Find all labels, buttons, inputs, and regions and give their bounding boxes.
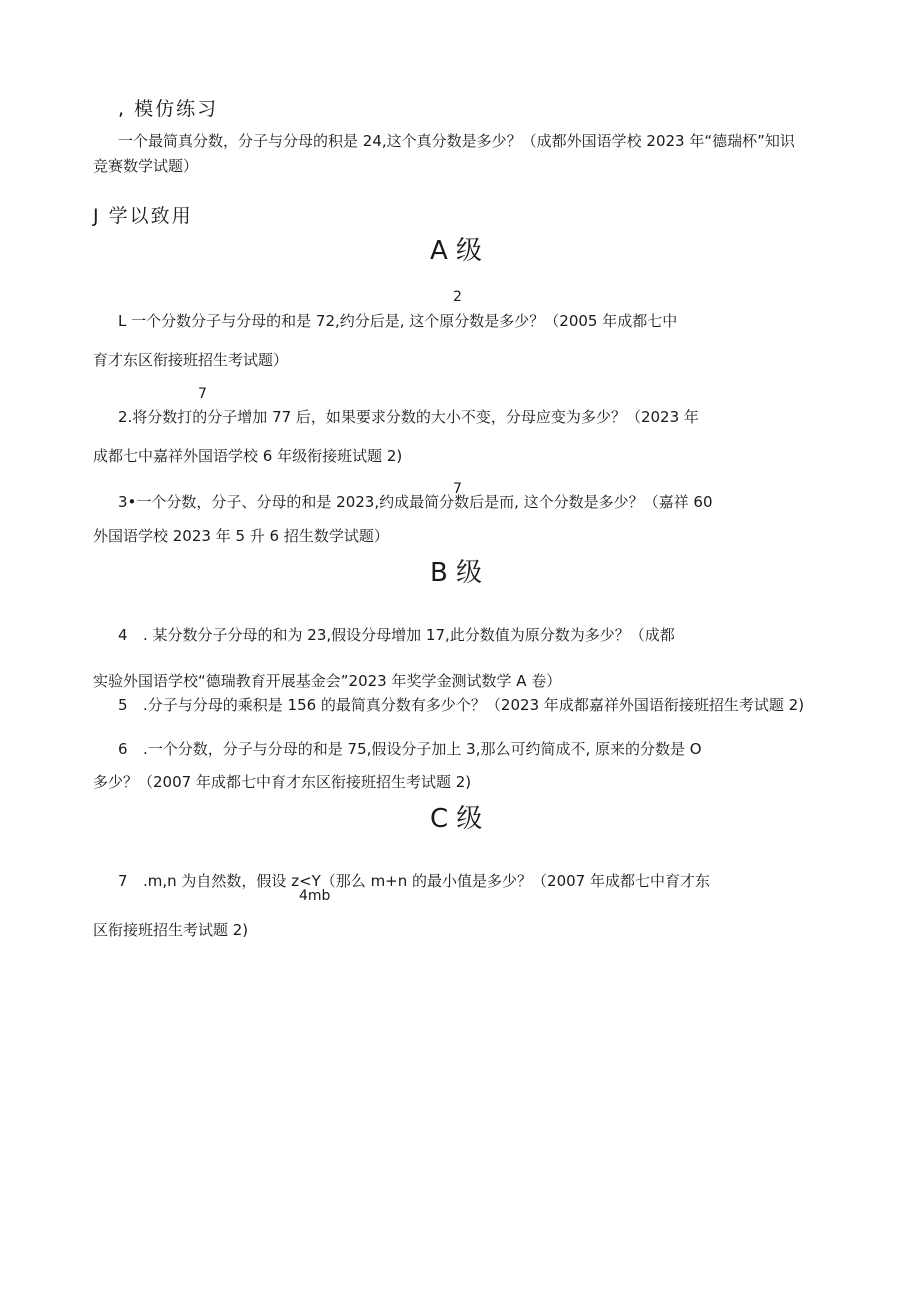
q1-line2: 育才东区衔接班招生考试题） <box>93 351 289 369</box>
q6-line1: .一个分数，分子与分母的和是 75,假设分子加上 3,那么可约简成不, 原来的分数是 O <box>143 740 702 758</box>
q7-fraction-denominator: 4mb <box>299 888 331 904</box>
q6-line2: 多少？（2007 年成都七中育才东区衔接班招生考试题 2) <box>93 773 472 791</box>
q6-number: 6 <box>118 740 128 758</box>
intro-problem-line2: 竞赛数学试题） <box>93 157 199 175</box>
q2-fraction-numerator: 7 <box>198 386 207 402</box>
q3-line1: 3•一个分数，分子、分母的和是 2023,约成最简分数后是而, 这个分数是多少？（嘉祥 60 <box>118 493 713 511</box>
q2-line2: 成都七中嘉祥外国语学校 6 年级衔接班试题 2) <box>93 447 403 465</box>
level-c-heading: C 级 <box>430 804 483 834</box>
q5-line1: .分子与分母的乘积是 156 的最简真分数有多少个？（2023 年成都嘉祥外国语衔接班招生考试题 2) <box>143 696 805 714</box>
q1-line1: L 一个分数分子与分母的和是 72,约分后是, 这个原分数是多少？（2005 年成都七中 <box>118 312 678 330</box>
q4-line2: 实验外国语学校“德瑞教育开展基金会”2023 年奖学金测试数学 A 卷） <box>93 672 562 690</box>
intro-problem-line1: 一个最简真分数，分子与分母的积是 24,这个真分数是多少？（成都外国语学校 2023 年“德瑞杯”知识 <box>118 132 795 150</box>
q4-number: 4 <box>118 626 128 644</box>
q4-line1: . 某分数分子分母的和为 23,假设分母增加 17,此分数值为原分数为多少？（成都 <box>143 626 675 644</box>
q7-number: 7 <box>118 872 128 890</box>
apply-section-title: J 学以致用 <box>93 205 193 227</box>
q7-line2: 区衔接班招生考试题 2) <box>93 921 249 939</box>
imitation-practice-title: , 模仿练习 <box>118 98 219 120</box>
q2-line1: 2.将分数打的分子增加 77 后，如果要求分数的大小不变，分母应变为多少？（2023 年 <box>118 408 699 426</box>
q1-fraction-numerator: 2 <box>453 289 462 305</box>
q3-fraction-numerator: 7 <box>453 481 462 497</box>
level-a-heading: A 级 <box>430 236 483 266</box>
q5-number: 5 <box>118 696 128 714</box>
level-b-heading: B 级 <box>430 558 483 588</box>
q7-line1: .m,n 为自然数，假设 z<Y（那么 m+n 的最小值是多少？（2007 年成都七中育才东 <box>143 872 710 890</box>
q3-line2: 外国语学校 2023 年 5 升 6 招生数学试题） <box>93 527 389 545</box>
